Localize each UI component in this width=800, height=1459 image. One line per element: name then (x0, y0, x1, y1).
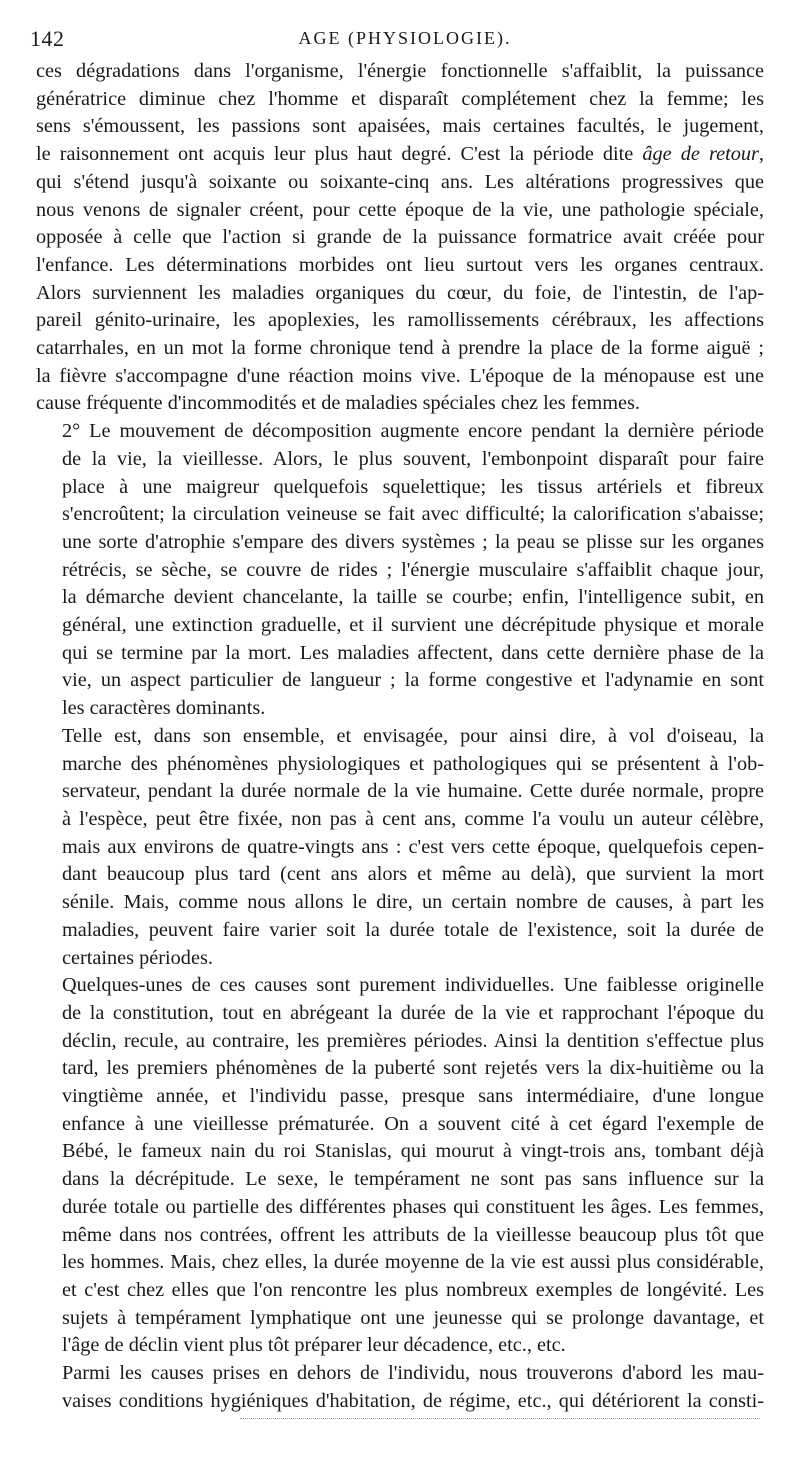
text-line: durée totale ou partielle des différentes phases qui constituent les âges. Les femmes, (62, 1195, 764, 1218)
text-line: qui s'étend jusqu'à soixante ou soixante-cinq ans. Les altérations progressives que (36, 170, 764, 193)
text-line: même dans nos contrées, offrent les attributs de la vieillesse beaucoup plus tôt que (62, 1223, 764, 1246)
text-line: général, une extinction graduelle, et il survient une décrépitude physique et morale (62, 614, 764, 637)
text-line: rétrécis, se sèche, se couvre de rides ; l'énergie musculaire s'affaiblit chaque jour, (62, 558, 764, 581)
text-line: à l'espèce, peut être fixée, non pas à cent ans, comme l'a voulu un auteur célèbre, (62, 807, 764, 830)
text-line: de la constitution, tout en abrégeant la durée de la vie et rapprochant l'époque du (62, 1001, 764, 1024)
text-line: qui se termine par la mort. Les maladies affectent, dans cette dernière phase de la (62, 641, 764, 664)
text-line: Parmi les causes prises en dehors de l'individu, nous trouverons d'abord les mau- (62, 1362, 764, 1385)
text-line: et c'est chez elles que l'on rencontre les plus nombreux exemples de longévité. Les (62, 1278, 764, 1301)
text-line: marche des phénomènes physiologiques et pathologiques qui se présentent à l'ob- (62, 752, 764, 775)
body-text (36, 58, 764, 1415)
text-line: mais aux environs de quatre-vingts ans : c'est vers cette époque, quelquefois cepen- (62, 835, 764, 858)
text-line: catarrhales, en un mot la forme chronique tend à prendre la place de la forme aiguë ; (36, 337, 764, 360)
text-line: s'encroûtent; la circulation veineuse se fait avec difficulté; la calorification s'abaisse; (62, 503, 764, 526)
text-line: tard, les premiers phénomènes de la puberté sont rejetés vers la dix-huitième ou la (62, 1057, 764, 1080)
text-line: Bébé, le fameux nain du roi Stanislas, qui mourut à vingt-trois ans, tombant déjà (62, 1140, 764, 1163)
text-line: Quelques-unes de ces causes sont purement individuelles. Une faiblesse originelle (62, 974, 764, 997)
text-line: de la vie, la vieillesse. Alors, le plus souvent, l'embonpoint disparaît pour faire (62, 447, 764, 470)
text-line: 2° Le mouvement de décomposition augmente encore pendant la dernière période (62, 420, 764, 443)
text-line: dans la décrépitude. Le sexe, le tempérament ne sont pas sans influence sur la (62, 1168, 764, 1191)
text-line: les hommes. Mais, chez elles, la durée moyenne de la vie est aussi plus considérable, (62, 1251, 764, 1274)
text-line: l'enfance. Les déterminations morbides ont lieu surtout vers les organes centraux. (36, 253, 764, 276)
paragraph (36, 972, 764, 1360)
text-line: ces dégradations dans l'organisme, l'énergie fonctionnelle s'affaiblit, la puissance (36, 60, 764, 82)
text-line: l'âge de déclin vient plus tôt préparer leur décadence, etc., etc. (62, 1334, 566, 1357)
text-line: sénile. Mais, comme nous allons le dire, un certain nombre de causes, à part les (62, 891, 764, 914)
text-line: le raisonnement ont acquis leur plus haut degré. C'est la période dite âge de retour, (36, 143, 764, 166)
text-line: maladies, peuvent faire varier soit la durée totale de l'existence, soit la durée de (62, 918, 764, 941)
text-line: servateur, pendant la durée normale de la vie humaine. Cette durée normale, propre (62, 780, 764, 803)
text-line: déclin, recule, au contraire, les premières périodes. Ainsi la dentition s'effectue plus (62, 1029, 764, 1052)
text-line: Telle est, dans son ensemble, et envisagée, pour ainsi dire, à vol d'oiseau, la (62, 724, 764, 747)
text-line: certaines périodes. (62, 946, 213, 969)
paragraph (36, 1360, 764, 1415)
paragraph (36, 418, 764, 723)
text-line: une sorte d'atrophie s'empare des divers systèmes ; la peau se plisse sur les organes (62, 530, 764, 553)
text-line: vingtième année, et l'individu passe, presque sans intermédiaire, d'une longue (62, 1085, 764, 1108)
bottom-rule (240, 1418, 760, 1419)
page-number: 142 (30, 26, 65, 51)
text-line: sens s'émoussent, les passions sont apaisées, mais certaines facultés, le jugement, (36, 115, 764, 138)
text-line: vaises conditions hygiéniques d'habitation, de régime, etc., qui détériorent la consti- (62, 1389, 764, 1412)
text-line: la fièvre s'accompagne d'une réaction moins vive. L'époque de la ménopause est une (36, 364, 764, 387)
text-line: sujets à tempérament lymphatique ont une jeunesse qui se prolonge davantage, et (62, 1306, 764, 1329)
running-head: AGE (PHYSIOLOGIE). (298, 28, 512, 48)
paragraph (36, 58, 764, 418)
text-line: vie, un aspect particulier de langueur ; la forme congestive et l'adynamie en sont (62, 669, 764, 692)
page-header (30, 26, 770, 54)
text-line: la démarche devient chancelante, la taille se courbe; enfin, l'intelligence subit, en (62, 586, 764, 609)
text-line: cause fréquente d'incommodités et de maladies spéciales chez les femmes. (36, 392, 640, 415)
text-line: génératrice diminue chez l'homme et disparaît complétement chez la femme; les (36, 87, 764, 110)
text-line: enfance à une vieillesse prématurée. On a souvent cité à cet égard l'exemple de (62, 1112, 764, 1135)
text-line: dant beaucoup plus tard (cent ans alors et même au delà), que survient la mort (62, 863, 764, 886)
text-line: opposée à celle que l'action si grande de la puissance formatrice avait créée pour (36, 226, 764, 249)
text-line: nous venons de signaler créent, pour cette époque de la vie, une pathologie spéciale, (36, 198, 764, 221)
text-line: Alors surviennent les maladies organiques du cœur, du foie, de l'intestin, de l'ap- (36, 281, 764, 304)
text-line: les caractères dominants. (62, 697, 266, 720)
text-line: place à une maigreur quelquefois squelettique; les tissus artériels et fibreux (62, 475, 764, 498)
paragraph (36, 723, 764, 972)
text-line: pareil génito-urinaire, les apoplexies, les ramollissements cérébraux, les affections (36, 309, 764, 332)
